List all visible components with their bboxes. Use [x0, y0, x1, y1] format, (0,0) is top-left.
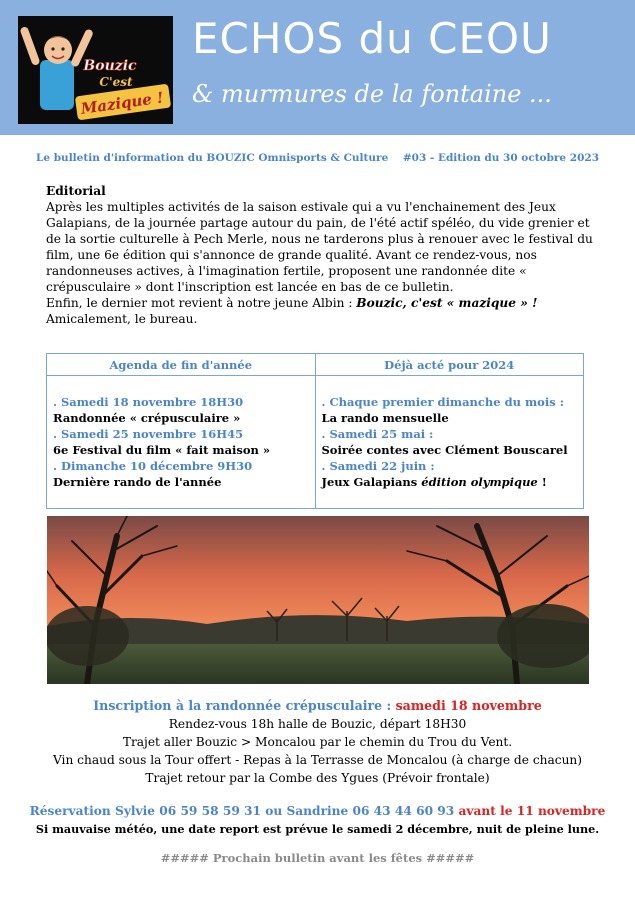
agenda-event: La rando mensuelle	[321, 411, 449, 425]
agenda-table	[46, 353, 584, 509]
agenda-event: Dernière rando de l'année	[53, 475, 222, 489]
inscription-line: Trajet retour par la Combe des Ygues (Prévoir frontale)	[145, 771, 490, 785]
weather-notice: Si mauvaise météo, une date report est prévue le samedi 2 décembre, nuit de pleine lune.	[35, 822, 600, 836]
logo-text-bouzic: Bouzic	[83, 58, 137, 74]
reservation-section	[0, 802, 635, 838]
logo-text-cest: C'est	[99, 75, 133, 89]
sunset-landscape-photo	[47, 516, 589, 684]
inscription-line: Rendez-vous 18h halle de Bouzic, départ 18H30	[168, 717, 467, 731]
reservation-line	[0, 802, 635, 820]
inscription-section	[0, 697, 635, 787]
agenda-event: Soirée contes avec Clément Bouscarel	[321, 443, 568, 457]
agenda-event: Randonnée « crépusculaire »	[53, 411, 241, 425]
agenda-event: 6e Festival du film « fait maison »	[53, 443, 271, 457]
agenda-date: . Samedi 25 mai :	[321, 427, 434, 441]
logo-text-mazique: Mazique !	[79, 88, 165, 118]
reservation-deadline: avant le 11 novembre	[458, 804, 606, 818]
inscription-line: Trajet aller Bouzic > Moncalou par le chemin du Trou du Vent.	[122, 735, 513, 749]
inscription-line: Vin chaud sous la Tour offert - Repas à la Terrasse de Moncalou (à charge de chacun)	[52, 753, 583, 767]
inscription-heading	[0, 697, 635, 715]
newsletter-title: ECHOS du CEOU	[192, 14, 552, 63]
logo-artwork	[18, 16, 173, 124]
agenda-heading-end-of-year: Agenda de fin d'année	[47, 354, 315, 376]
editorial-paragraph-2	[46, 295, 606, 311]
inscription-heading-text: Inscription à la randonnée crépusculaire :	[93, 698, 396, 713]
agenda-date: . Samedi 22 juin :	[321, 459, 435, 473]
agenda-column-2024	[315, 354, 584, 508]
editorial-signature: Amicalement, le bureau.	[46, 312, 198, 326]
next-bulletin-footer: ##### Prochain bulletin avant les fêtes #####	[160, 851, 475, 865]
editorial-slogan: Bouzic, c'est « mazique » !	[356, 296, 538, 310]
photo-artwork	[47, 516, 589, 684]
inscription-date: samedi 18 novembre	[395, 698, 542, 713]
agenda-event-text: Jeux Galapians	[321, 475, 422, 489]
editorial-paragraph-1: Après les multiples activités de la saison estivale qui a vu l'enchainement des Jeux Galapians, de la journée partage autour du pain, de l'été actif spéléo, du vide grenier et de la sortie culturelle à Pech Merle, nous ne tarderons plus à renouer avec le festival du film, une 6e édition qui s'annonce de grande qualité. Avant ce rendez-vous, nos randonneuses actives, à l'imagination fertile, proposent une randonnée dite « crépusculaire » dont l'inscription est lancée en bas de ce bulletin.	[46, 200, 593, 294]
header-banner	[0, 0, 635, 135]
agenda-event-end: !	[537, 475, 547, 489]
bulletin-info-line: Le bulletin d'information du BOUZIC Omnisports & Culture #03 - Edition du 30 octobre 2023	[36, 152, 599, 164]
agenda-column-end-of-year	[47, 354, 315, 508]
agenda-event-emphasis: édition olympique	[421, 475, 538, 489]
agenda-date: . Dimanche 10 décembre 9H30	[53, 459, 253, 473]
club-logo	[18, 16, 173, 124]
agenda-heading-2024: Déjà acté pour 2024	[316, 354, 584, 376]
reservation-contacts: Réservation Sylvie 06 59 58 59 31 ou Sandrine 06 43 44 60 93	[29, 804, 459, 818]
agenda-date: . Chaque premier dimanche du mois :	[321, 395, 564, 409]
editorial-p2-text: Enfin, le dernier mot revient à notre jeune Albin :	[46, 296, 357, 310]
agenda-event	[322, 474, 584, 490]
editorial-title: Editorial	[46, 184, 106, 198]
agenda-date: . Samedi 25 novembre 16H45	[53, 427, 244, 441]
editorial-section	[46, 183, 606, 327]
newsletter-subtitle: & murmures de la fontaine ...	[192, 80, 552, 108]
agenda-date: . Samedi 18 novembre 18H30	[53, 395, 244, 409]
